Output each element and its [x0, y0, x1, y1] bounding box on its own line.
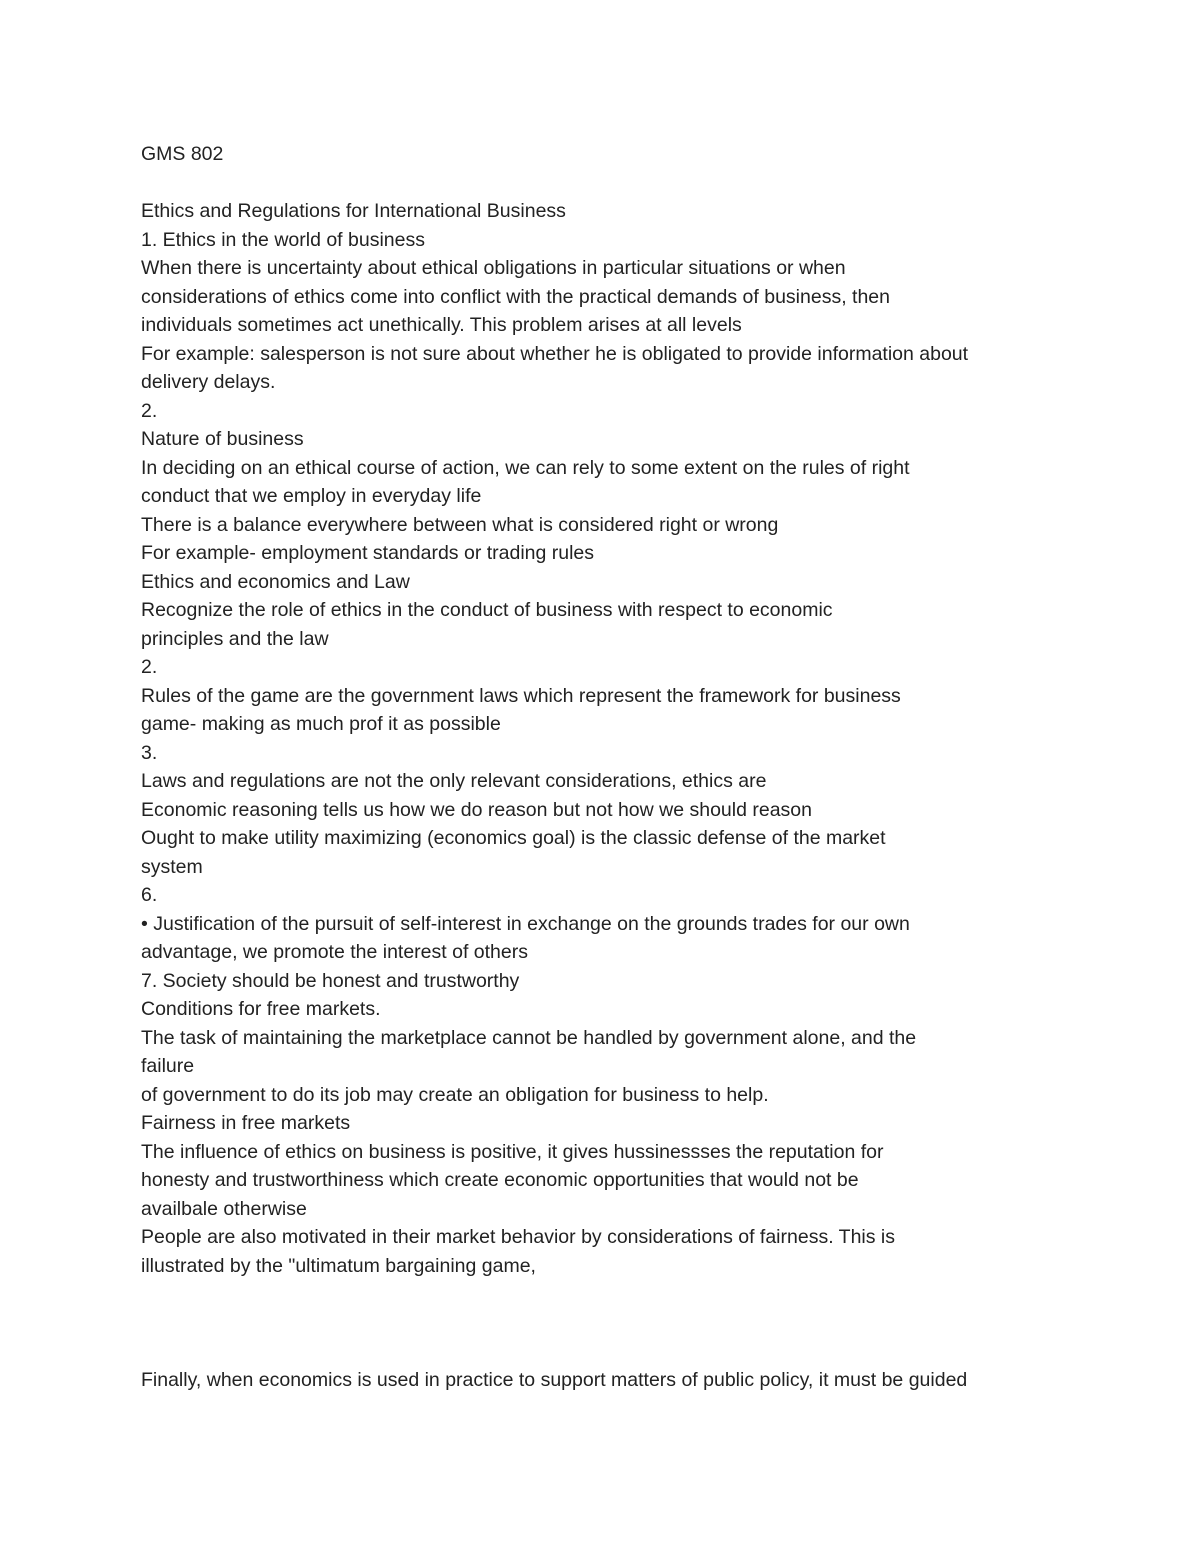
text-line: In deciding on an ethical course of action, we can rely to some extent on the rules of right: [141, 456, 910, 479]
text-line: considerations of ethics come into conflict with the practical demands of business, then: [141, 285, 890, 308]
section-heading: Ethics and economics and Law: [141, 570, 410, 593]
section-heading: Nature of business: [141, 428, 304, 450]
text-line: availbale otherwise: [141, 1197, 307, 1220]
list-number: 2.: [141, 656, 158, 678]
spacer: [141, 169, 1101, 198]
text-line: Rules of the game are the government laws which represent the framework for business: [141, 684, 901, 707]
text-line: individuals sometimes act unethically. This problem arises at all levels: [141, 314, 742, 336]
text-line: Recognize the role of ethics in the conduct of business with respect to economic: [141, 599, 833, 621]
text-line: illustrated by the "ultimatum bargaining game,: [141, 1254, 536, 1277]
text-line: advantage, we promote the interest of others: [141, 941, 528, 963]
document-body: [141, 140, 1101, 1394]
text-line: of government to do its job may create an obligation for business to help.: [141, 1083, 769, 1106]
text-line: Ought to make utility maximizing (economics goal) is the classic defense of the market: [141, 827, 886, 849]
text-line: For example: salesperson is not sure about whether he is obligated to provide information about: [141, 342, 969, 365]
text-line: honesty and trustworthiness which create economic opportunities that would not be: [141, 1169, 859, 1191]
text-line: delivery delays.: [141, 371, 276, 393]
section-heading: Conditions for free markets.: [141, 998, 381, 1020]
text-line: Economic reasoning tells us how we do reason but not how we should reason: [141, 798, 812, 821]
text-line: failure: [141, 1055, 195, 1077]
text-line: system: [141, 855, 203, 878]
text-line: Laws and regulations are not the only relevant considerations, ethics are: [141, 770, 767, 792]
text-line: For example- employment standards or trading rules: [141, 542, 595, 564]
text-line: conduct that we employ in everyday life: [141, 485, 482, 507]
text-line: The influence of ethics on business is positive, it gives hussinessses the reputation for: [141, 1140, 884, 1163]
list-number: 2.: [141, 399, 158, 422]
course-code: GMS 802: [141, 143, 224, 165]
section-heading: 1. Ethics in the world of business: [141, 228, 425, 251]
section-heading: 7. Society should be honest and trustworthy: [141, 969, 520, 992]
spacer: [141, 1280, 1101, 1366]
section-heading: Fairness in free markets: [141, 1112, 351, 1134]
text-line: The task of maintaining the marketplace cannot be handled by government alone, and the: [141, 1026, 917, 1049]
text-line: People are also motivated in their market behavior by considerations of fairness. This is: [141, 1226, 896, 1248]
text-line: game- making as much prof it as possible: [141, 713, 501, 735]
text-line: There is a balance everywhere between what is considered right or wrong: [141, 513, 779, 536]
final-line: Finally, when economics is used in practice to support matters of public policy, it must be guided: [141, 1368, 968, 1391]
text-line: principles and the law: [141, 627, 329, 650]
list-number: 6.: [141, 884, 158, 906]
text-line: When there is uncertainty about ethical obligations in particular situations or when: [141, 257, 846, 279]
list-number: 3.: [141, 741, 158, 764]
document-title: Ethics and Regulations for International Business: [141, 200, 566, 222]
bullet-line: • Justification of the pursuit of self-interest in exchange on the grounds trades for our own: [141, 912, 910, 935]
